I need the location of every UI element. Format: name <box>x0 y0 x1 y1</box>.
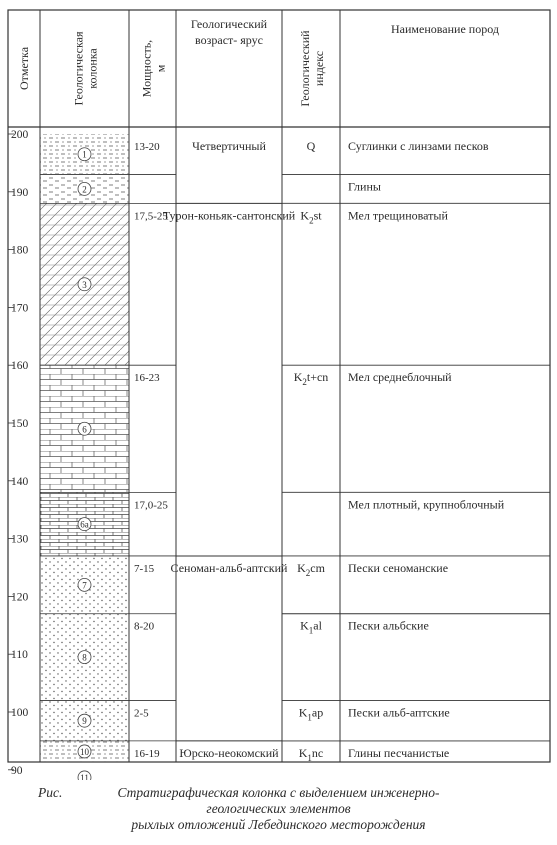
layer-number: 2 <box>82 184 87 195</box>
thickness-value: 16-23 <box>134 372 160 385</box>
geologic-index: $K_1al$ <box>300 618 322 636</box>
thickness-value: 7-15 <box>134 562 155 575</box>
elevation-tick-label: 170 <box>11 302 29 315</box>
rock-name: Глины <box>348 179 381 194</box>
rock-name: Мел плотный, крупноблочный <box>348 497 505 512</box>
rock-name: Мел среднеблочный <box>348 370 452 385</box>
layer-number: 1 <box>82 149 87 160</box>
header-elevation: Отметка <box>17 46 31 91</box>
layer-number: 8 <box>82 652 87 663</box>
layer-number: 3 <box>82 279 87 290</box>
elevation-tick-label: 180 <box>11 244 29 257</box>
caption-line-3: рыхлых отложений Лебединского месторождения <box>131 817 426 832</box>
caption-line-1: Стратиграфическая колонка с выделением инженерно- <box>117 785 440 800</box>
elevation-tick-label: 140 <box>11 475 29 488</box>
thickness-value: 8-20 <box>134 620 155 633</box>
geologic-index: Q <box>306 139 316 153</box>
thickness-value: 16-19 <box>134 747 160 760</box>
layer-number: 10 <box>80 746 89 757</box>
elevation-tick-label: 200 <box>11 129 29 141</box>
geologic-index: $K_1ap$ <box>298 705 324 723</box>
rock-name: Пески альбские <box>348 618 429 633</box>
elevation-tick-label: 100 <box>11 707 29 719</box>
header-column: Геологическаяколонка <box>71 31 100 106</box>
elevation-tick-label: 160 <box>11 360 29 373</box>
figure-caption <box>0 785 557 833</box>
header-age: Геологический возраст- ярус <box>190 17 268 47</box>
age-label: Турон-коньяк-сантонский <box>162 208 296 223</box>
caption-line-2: геологических элементов <box>206 801 351 816</box>
age-label: Юрско-неокомский <box>179 745 279 760</box>
geologic-index: $K_2t+cn$ <box>293 370 329 388</box>
layer-number: 6а <box>80 519 89 530</box>
layer-number: 11 <box>80 772 89 780</box>
rock-name: Пески альб-аптские <box>348 705 450 720</box>
age-label: Сеноман-альб-аптский <box>170 560 288 575</box>
thickness-value: 17,0-25 <box>134 499 168 512</box>
thickness-value: 17,5-25 <box>134 210 168 223</box>
rock-name: Мел трещиноватый <box>348 208 448 223</box>
geologic-index: $K_1nc$ <box>298 745 324 763</box>
geologic-index: $K_2cm$ <box>297 560 325 578</box>
header-thickness: Мощность,м <box>139 39 168 98</box>
layer-number: 6 <box>82 424 87 435</box>
thickness-value: 13-20 <box>134 141 160 153</box>
elevation-tick-label: 90 <box>11 764 23 777</box>
geologic-index: $K_2st$ <box>300 208 322 226</box>
rock-name: Пески сеноманские <box>348 560 449 575</box>
layer-number: 9 <box>82 716 87 727</box>
header-index: Геологическийиндекс <box>298 30 326 107</box>
elevation-tick-label: 110 <box>11 649 28 662</box>
elevation-tick-label: 120 <box>11 591 29 604</box>
layer-number: 7 <box>82 580 87 591</box>
thickness-value: 2-5 <box>134 707 149 720</box>
caption-fig-label: Рис. <box>38 785 63 800</box>
elevation-tick-label: 190 <box>11 186 29 199</box>
elevation-tick-label: 130 <box>11 533 29 546</box>
header-rocks: Наименование пород <box>391 22 499 36</box>
age-label: Четвертичный <box>192 139 266 153</box>
rock-name: Суглинки с линзами песков <box>348 139 489 153</box>
elevation-tick-label: 150 <box>11 418 29 430</box>
rock-name: Глины песчанистые <box>348 745 450 760</box>
